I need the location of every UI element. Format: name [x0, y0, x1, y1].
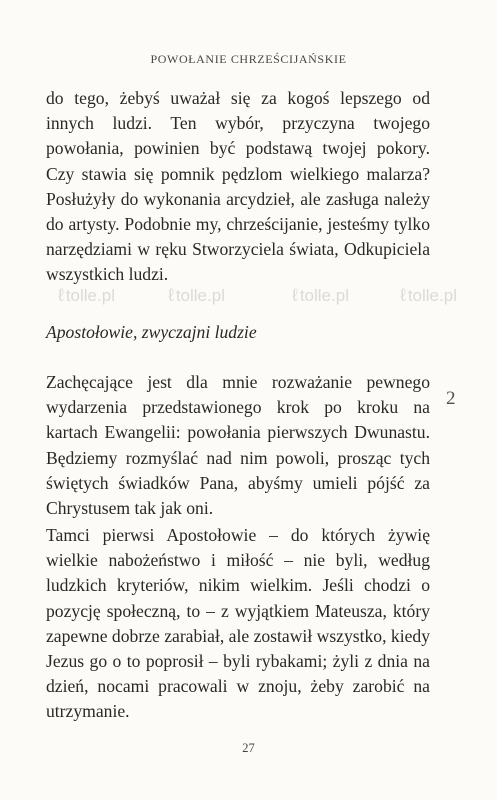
paragraph-2: Zachęcające jest dla mnie rozważanie pewnego wydarzenia przedstawionego krok po kroku na kartach Ewangelii: powołania pierwszych Dwunastu. Będziemy rozmyślać nad nim powoli, prosząc tych świętych świadków Pana, abyśmy umieli pójść za Chrystusem tak jak oni.: [46, 372, 430, 519]
paragraph-1: do tego, żebyś uważał się za kogoś lepszego od innych ludzi. Ten wybór, przyczyna twojego powołania, powinien być podstawą twojej pokory. Czy stawia się pomnik pędzlom wielkiego malarza? Posłużyły do wykonania arcydzieł, ale zasługa należy do artysty. Podobnie my, chrześcijanie, jesteśmy tylko narzędziami w ręku Stworzyciela świata, Odkupiciela wszystkich ludzi.: [46, 88, 430, 285]
margin-number: 2: [446, 388, 456, 409]
tolle-logo-icon: ℓ: [292, 285, 298, 305]
paragraph-3: Tamci pierwsi Apostołowie – do których żywię wielkie nabożeństwo i miłość – nie byli, według ludzkich kryteriów, nikim wielkim. Jeśli chodzi o pozycję społeczną, to – z wyjątkiem Mateusza, który zapewne dobrze zarabiał, ale zostawił wszystko, kiedy Jezus go o to poprosił – byli rybakami; żyli z dnia na dzień, nocami pracowali w znoju, żeby zarobić na utrzymanie.: [46, 525, 430, 722]
watermark-item: ℓ tolle.pl: [58, 285, 115, 305]
tolle-logo-icon: ℓ: [400, 285, 406, 305]
watermark-item: ℓ tolle.pl: [292, 285, 349, 305]
running-head: POWOŁANIE CHRZEŚCIJAŃSKIE: [150, 52, 347, 66]
section-heading: Apostołowie, zwyczajni ludzie: [46, 322, 257, 342]
page-number: 27: [242, 741, 255, 755]
tolle-logo-icon: ℓ: [168, 285, 174, 305]
watermark-item: ℓ tolle.pl: [400, 285, 457, 305]
watermark-item: ℓ tolle.pl: [168, 285, 225, 305]
watermark: [0, 285, 497, 315]
tolle-logo-icon: ℓ: [58, 285, 64, 305]
